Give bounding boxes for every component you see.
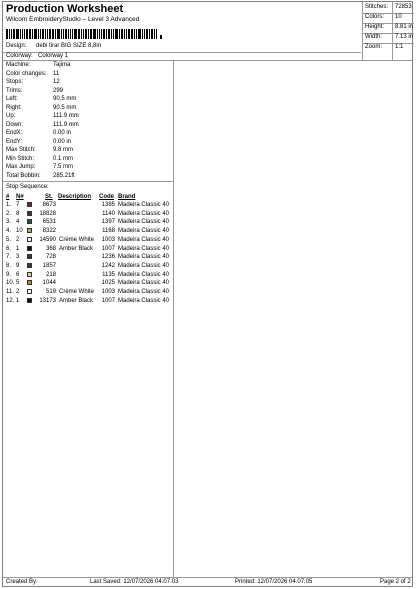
design-stats: Stitches: 72853 Colors: 10 Height: 8.81 in Width: 7.13 in Zoom: 1:1 bbox=[365, 4, 414, 50]
stop-number: 7. bbox=[6, 254, 12, 261]
color-swatch bbox=[27, 263, 32, 268]
design-label: Design: bbox=[6, 43, 27, 49]
thread-brand: Madeira Classic 40 bbox=[118, 210, 170, 217]
stop-number: 8. bbox=[6, 262, 12, 269]
needle-number: 7 bbox=[16, 202, 20, 208]
table-row bbox=[6, 246, 176, 255]
stop-number: 10. bbox=[6, 280, 15, 287]
table-row bbox=[6, 202, 176, 211]
created-by: Created By: bbox=[6, 579, 38, 585]
thread-code: 1003 bbox=[101, 289, 115, 295]
thread-brand: Madeira Classic 40 bbox=[118, 202, 170, 208]
needle-number: 2 bbox=[16, 289, 20, 295]
stitch-count: 519 bbox=[45, 289, 56, 295]
table-row bbox=[6, 272, 176, 281]
needle-number: 1 bbox=[16, 297, 20, 304]
colorway-label: Colorway: bbox=[6, 53, 33, 59]
page-title: Production Worksheet bbox=[6, 3, 124, 15]
col-header-brand: Brand bbox=[118, 194, 136, 200]
stitch-count: 14590 bbox=[39, 236, 56, 243]
color-swatch bbox=[27, 289, 32, 294]
stop-number: 3. bbox=[6, 219, 12, 226]
thread-code: 1007 bbox=[101, 245, 115, 252]
stop-number: 4. bbox=[6, 228, 12, 235]
stitch-count: 6531 bbox=[42, 219, 56, 226]
thread-code: 1397 bbox=[101, 219, 115, 226]
needle-number: 10 bbox=[16, 228, 23, 235]
thread-brand: Madeira Classic 40 bbox=[118, 271, 170, 278]
stop-number: 12. bbox=[6, 297, 15, 304]
thread-code: 1140 bbox=[102, 210, 115, 217]
table-row bbox=[6, 263, 176, 272]
stop-sequence-title: Stop Sequence: bbox=[6, 184, 49, 190]
color-swatch bbox=[27, 272, 32, 277]
color-swatch bbox=[27, 280, 32, 285]
last-saved: Last Saved: 12/07/2026 04.07.03 bbox=[90, 579, 179, 585]
col-header-needle: N# bbox=[16, 194, 24, 200]
color-swatch bbox=[27, 246, 32, 251]
stitch-count: 1044 bbox=[42, 280, 56, 287]
page-number: Page 2 of 2 bbox=[380, 579, 411, 585]
color-swatch bbox=[27, 202, 32, 207]
thread-code: 1242 bbox=[101, 262, 115, 269]
needle-number: 5 bbox=[16, 280, 20, 287]
thread-brand: Madeira Classic 40 bbox=[118, 228, 170, 235]
table-row bbox=[6, 289, 176, 298]
printed-date: Printed: 12/07/2026 04.07.05 bbox=[235, 579, 313, 585]
thread-brand: Madeira Classic 40 bbox=[118, 289, 170, 295]
stitch-count: 1857 bbox=[42, 262, 56, 269]
thread-code: 1135 bbox=[102, 271, 115, 278]
thread-brand: Madeira Classic 40 bbox=[118, 262, 170, 269]
thread-description: Crème White bbox=[59, 236, 95, 243]
thread-brand: Madeira Classic 40 bbox=[118, 297, 170, 304]
color-swatch bbox=[27, 254, 32, 259]
col-header-code: Code bbox=[99, 194, 114, 200]
thread-brand: Madeira Classic 40 bbox=[118, 236, 170, 243]
thread-description: Amber Black bbox=[59, 245, 94, 252]
stop-number: 1. bbox=[6, 202, 12, 208]
needle-number: 1 bbox=[16, 245, 20, 252]
thread-brand: Madeira Classic 40 bbox=[118, 245, 170, 252]
stitch-count: 13173 bbox=[39, 297, 56, 304]
table-row bbox=[6, 237, 176, 246]
thread-description: Crème White bbox=[59, 289, 95, 295]
thread-code: 1007 bbox=[101, 297, 115, 304]
design-name: debi tirar BIG SIZE 8,8in bbox=[36, 43, 102, 49]
color-swatch bbox=[27, 228, 32, 233]
table-row bbox=[6, 228, 176, 237]
thread-brand: Madeira Classic 40 bbox=[118, 280, 170, 287]
stop-number: 9. bbox=[6, 271, 12, 278]
needle-number: 4 bbox=[16, 219, 20, 226]
stop-number: 2. bbox=[6, 210, 12, 217]
colorway-name: Colorway 1 bbox=[38, 53, 69, 59]
color-swatch bbox=[27, 219, 32, 224]
color-swatch bbox=[27, 298, 32, 303]
needle-number: 6 bbox=[16, 271, 20, 278]
thread-brand: Madeira Classic 40 bbox=[118, 254, 170, 261]
stitch-count: 8322 bbox=[42, 228, 56, 235]
needle-number: 8 bbox=[16, 210, 20, 217]
worksheet-page: Production Worksheet Wilcom EmbroideryStudio – Level 3 Advanced Design: debi tirar BIG SIZE 8,8in Colorway: Colorway 1 Stitches: 72853 Colors: 10 Height: 8.81 in Width: 7.13 in Zoom: 1:1 Machine: Tajima Color changes: 11 Stops: 12 Trims: 299 Left: 90.5 mm Right: 90.5 mm Up: 111.9 mm Down: 111.9 mm EndX: 0.00 in EndY: 0.00 in Max Stitch: 9.8 mm Min Stitch: 0.1 mm Max Jump: 7.5 mm Total Bobbin: 285.21ft Stop Sequence: # N# St. Description Code Brand 1. 7 8673 1385 Madeira Classic 40 2. 8 18828 1140 Madeira Classic 40 3. 4 6531 1397 Madeira Classic 40 4. 10 8322 1168 Madeira Classic 40 5. 2 14590 Crème White 1003 Madeira Classic 40 6. 1 368 Amber Black 1007 Madeira Classic 40 7. 3 728 1236 Madeira Classic 40 8. 9 1857 1242 Madeira Classic 40 9. 6 218 1135 Madeira Classic 40 10. 5 1044 1025 Madeira Classic 40 11. 2 519 Crème White 1003 Madeira Classic 40 12. 1 13173 Amber Black 1007 Madeira Classic 40 Created By: Last Saved: 12/07/2026 04.07.03 Printed: 12/07/2026 04.07.05 Page 2 of 2 bbox=[2, 1, 413, 587]
table-row bbox=[6, 254, 176, 263]
needle-number: 9 bbox=[16, 262, 20, 269]
stitch-count: 218 bbox=[45, 271, 56, 278]
software-subtitle: Wilcom EmbroideryStudio – Level 3 Advanced bbox=[6, 16, 140, 23]
stitch-count: 368 bbox=[45, 245, 56, 252]
thread-description: Amber Black bbox=[59, 297, 94, 304]
stop-number: 5. bbox=[6, 236, 12, 243]
needle-number: 2 bbox=[16, 236, 20, 243]
stitch-count: 18828 bbox=[39, 210, 56, 217]
col-header-stitches: St. bbox=[45, 194, 53, 200]
col-header-num: # bbox=[6, 194, 10, 200]
stitch-count: 8673 bbox=[42, 202, 56, 208]
thread-code: 1385 bbox=[101, 202, 115, 208]
thread-code: 1025 bbox=[101, 280, 115, 287]
stitch-count: 728 bbox=[45, 254, 56, 261]
thread-code: 1168 bbox=[102, 228, 115, 235]
thread-code: 1236 bbox=[101, 254, 115, 261]
color-swatch bbox=[27, 211, 32, 216]
table-row bbox=[6, 219, 176, 228]
col-header-description: Description bbox=[58, 194, 92, 200]
barcode-graphic bbox=[6, 27, 166, 39]
table-row bbox=[6, 298, 176, 307]
stop-number: 11. bbox=[6, 289, 14, 295]
table-row bbox=[6, 211, 176, 220]
thread-code: 1003 bbox=[101, 236, 115, 243]
color-swatch bbox=[27, 237, 32, 242]
table-row bbox=[6, 280, 176, 289]
stop-number: 6. bbox=[6, 245, 12, 252]
needle-number: 3 bbox=[16, 254, 20, 261]
thread-brand: Madeira Classic 40 bbox=[118, 219, 170, 226]
